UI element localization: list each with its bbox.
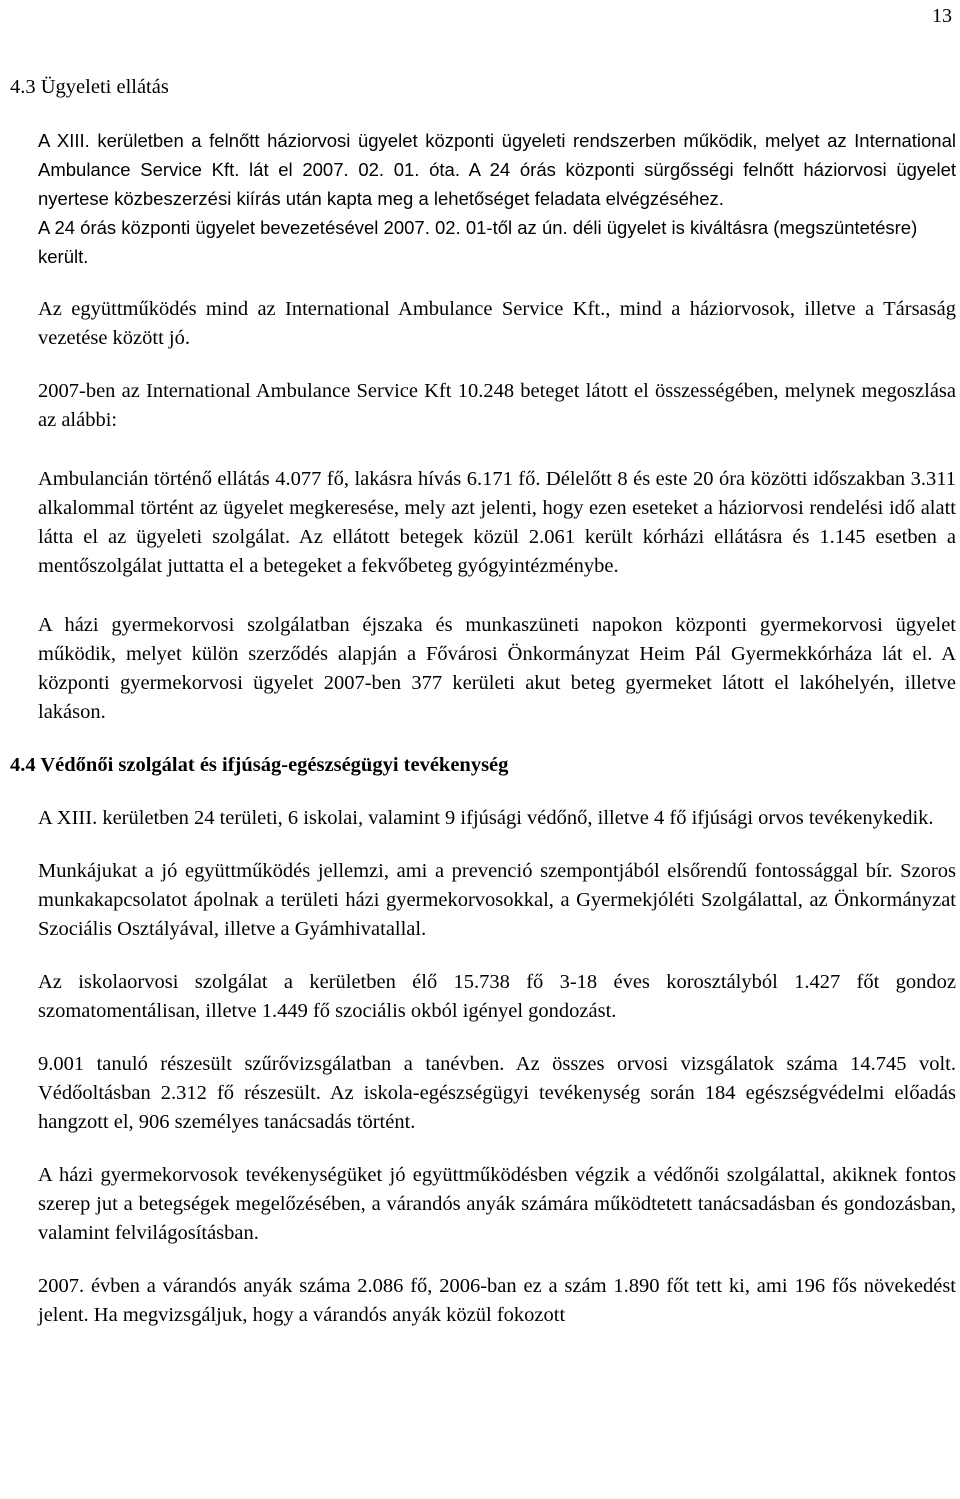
paragraph-egyuttmukodes: Az együttműködés mind az International Ambulance Service Kft., mind a háziorvosok, illetve a Társaság vezetése között jó. <box>38 298 956 349</box>
paragraph-megoszlas: Ambulancián történő ellátás 4.077 fő, lakásra hívás 6.171 fő. Délelőtt 8 és este 20 óra közötti időszakban 3.311 alkalommal történt az ügyelet megkeresése, mely azt jelenti, hogy ezen eseteket a háziorvosi rendelési idő alatt látta el az ügyeleti szolgálat. Az ellátott betegek közül 2.061 került kórházi ellátásra és 1.145 esetben a mentőszolgálat juttatta el a betegeket a fekvőbeteg gyógyintézménybe. <box>38 468 956 577</box>
section-heading-ugyeleti-ellatas: 4.3 Ügyeleti ellátás <box>10 76 169 98</box>
paragraph-vedonok-szama: A XIII. kerületben 24 területi, 6 iskolai, valamint 9 ifjúsági védőnő, illetve 4 fő ifjúsági orvos tevékenykedik. <box>38 807 934 829</box>
paragraph-deli-ugyelet: A 24 órás központi ügyelet bevezetésével 2007. 02. 01-től az ún. déli ügyelet is kiváltásra (megszüntetésre) került. <box>38 217 918 267</box>
paragraph-varandos-anyak: 2007. évben a várandós anyák száma 2.086 fő, 2006-ban ez a szám 1.890 főt tett ki, ami 196 fős növekedést jelent. Ha megvizsgáljuk, hogy a várandós anyák közül fokozott <box>38 1275 956 1326</box>
paragraph-gyermekorvosi-ugyelet: A házi gyermekorvosi szolgálatban éjszaka és munkaszüneti napokon központi gyermekorvosi ügyelet működik, melyet külön szerződés alapján a Fővárosi Önkormányzat Heim Pál Gyermekkórháza lát el. A központi gyermekorvosi ügyelet 2007-ben 377 kerületi akut beteg gyermeket látott el lakóhelyén, illetve lakáson. <box>38 614 956 723</box>
section-heading-vedonoi-szolgalat: 4.4 Védőnői szolgálat és ifjúság-egészségügyi tevékenység <box>10 754 509 776</box>
paragraph-munkakapcsolat: Munkájukat a jó együttműködés jellemzi, ami a prevenció szempontjából elsőrendű fontossággal bír. Szoros munkakapcsolatot ápolnak a területi házi gyermekorvosokkal, a Gyermekjóléti Szolgálattal, az Önkormányzat Szociális Osztályával, illetve a Gyámhivatallal. <box>38 860 956 940</box>
paragraph-szurovizsgalat: 9.001 tanuló részesült szűrővizsgálatban a tanévben. Az összes orvosi vizsgálatok száma 14.745 volt. Védőoltásban 2.312 fő részesült. Az iskola-egészségügyi tevékenység során 184 egészségvédelmi előadás hangzott el, 906 személyes tanácsadás történt. <box>38 1053 956 1133</box>
paragraph-haziorvos-vedonoi: A házi gyermekorvosok tevékenységüket jó együttműködésben végzik a védőnői szolgálattal, akiknek fontos szerep jut a betegségek megelőzésében, a várandós anyák számára működtetett tanácsadásban és gondozásban, valamint felvilágosításban. <box>38 1164 956 1244</box>
paragraph-ugyelet-intro: A XIII. kerületben a felnőtt háziorvosi ügyelet központi ügyeleti rendszerben működik, melyet az International Ambulance Service Kft. lát el 2007. 02. 01. óta. A 24 órás központi sürgősségi felnőtt háziorvosi ügyelet nyertese közbeszerzési kiírás után kapta meg a lehetőséget feladata elvégzéséhez. <box>38 130 956 209</box>
paragraph-betegszam: 2007-ben az International Ambulance Service Kft 10.248 beteget látott el összességében, melynek megoszlása az alábbi: <box>38 380 956 431</box>
paragraph-iskolaorvosi-szolgalat: Az iskolaorvosi szolgálat a kerületben élő 15.738 fő 3-18 éves korosztályból 1.427 főt gondoz szomatomentálisan, illetve 1.449 fő szociális okból igényel gondozást. <box>38 971 956 1022</box>
page-content <box>10 73 956 1330</box>
page-number: 13 <box>932 5 952 27</box>
